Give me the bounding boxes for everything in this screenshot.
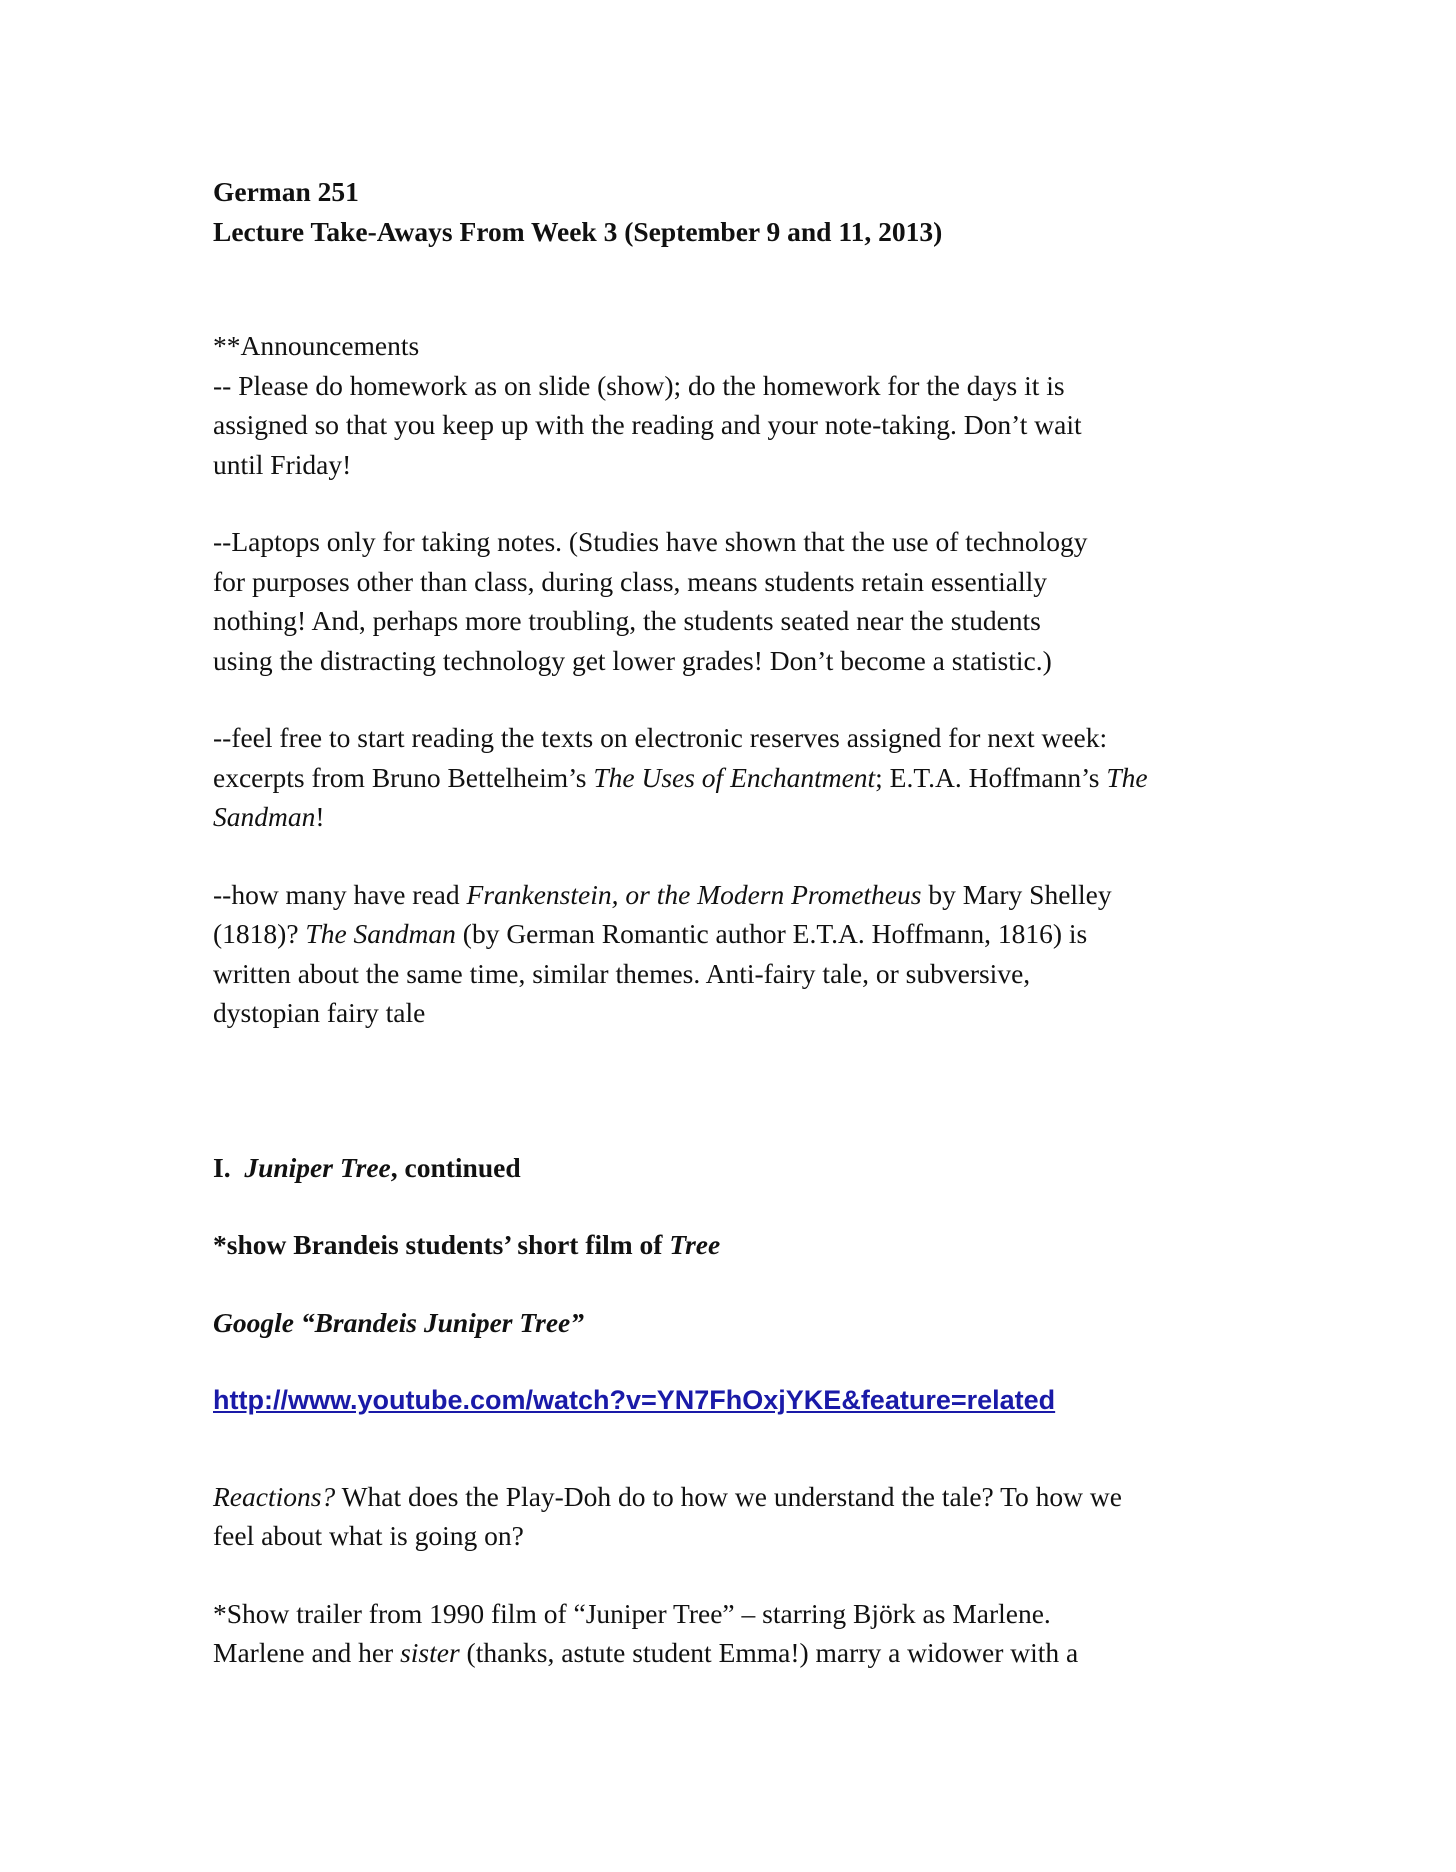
text-line: -- Please do homework as on slide (show); do the homework for the days it is <box>213 369 1065 401</box>
text-line: feel about what is going on? <box>213 1520 524 1551</box>
book-title: The Uses of Enchantment <box>593 761 876 793</box>
announcements-heading: **Announcements <box>213 330 420 361</box>
show-film-note: *show Brandeis students’ short film of Tree <box>213 1229 721 1260</box>
book-title: The <box>1106 761 1148 793</box>
course-title: German 251 <box>213 176 359 207</box>
frankenstein-paragraph <box>213 875 1253 1033</box>
lecture-title: Lecture Take-Aways From Week 3 (September 9 and 11, 2013) <box>213 215 943 247</box>
book-title: The Sandman <box>305 918 456 949</box>
homework-paragraph <box>213 366 1253 485</box>
trailer-paragraph <box>213 1594 1253 1673</box>
text-line: excerpts from Bruno Bettelheim’s The Uses of Enchantment; E.T.A. Hoffmann’s The <box>213 761 1148 793</box>
text-line: written about the same time, similar themes. Anti-fairy tale, or subversive, <box>213 957 1031 989</box>
book-title: Sandman <box>213 801 316 832</box>
youtube-link[interactable]: http://www.youtube.com/watch?v=YN7FhOxjYKE&feature=related <box>213 1385 1056 1415</box>
document-page <box>213 172 1253 1673</box>
text-line: assigned so that you keep up with the reading and your note-taking. Don’t wait <box>213 409 1082 440</box>
text-line: nothing! And, perhaps more troubling, the students seated near the students <box>213 605 1041 636</box>
book-title: Frankenstein, or the Modern Prometheus <box>466 878 922 910</box>
text-line: --Laptops only for taking notes. (Studies have shown that the use of technology <box>213 526 1088 557</box>
text-line: --feel free to start reading the texts on electronic reserves assigned for next week: <box>213 722 1108 753</box>
section-heading: I. Juniper Tree, continued <box>213 1151 521 1183</box>
text-line: Reactions? What does the Play-Doh do to how we understand the tale? To how we <box>213 1480 1122 1512</box>
text-line: Marlene and her sister (thanks, astute student Emma!) marry a widower with a <box>213 1637 1079 1668</box>
link-line <box>213 1380 1253 1421</box>
text-line: --how many have read Frankenstein, or the Modern Prometheus by Mary Shelley <box>213 878 1112 910</box>
text-line: *Show trailer from 1990 film of “Juniper Tree” – starring Björk as Marlene. <box>213 1597 1051 1629</box>
text-line: Sandman! <box>213 801 325 832</box>
google-note: Google “Brandeis Juniper Tree” <box>213 1306 584 1338</box>
laptops-paragraph <box>213 522 1253 680</box>
reactions-paragraph <box>213 1477 1253 1556</box>
reading-paragraph <box>213 718 1253 837</box>
text-line: dystopian fairy tale <box>213 997 426 1028</box>
text-line: (1818)? The Sandman (by German Romantic author E.T.A. Hoffmann, 1816) is <box>213 918 1088 949</box>
text-line: for purposes other than class, during class, means students retain essentially <box>213 565 1047 597</box>
text-line: until Friday! <box>213 448 352 480</box>
text-line: using the distracting technology get lower grades! Don’t become a statistic.) <box>213 644 1052 676</box>
